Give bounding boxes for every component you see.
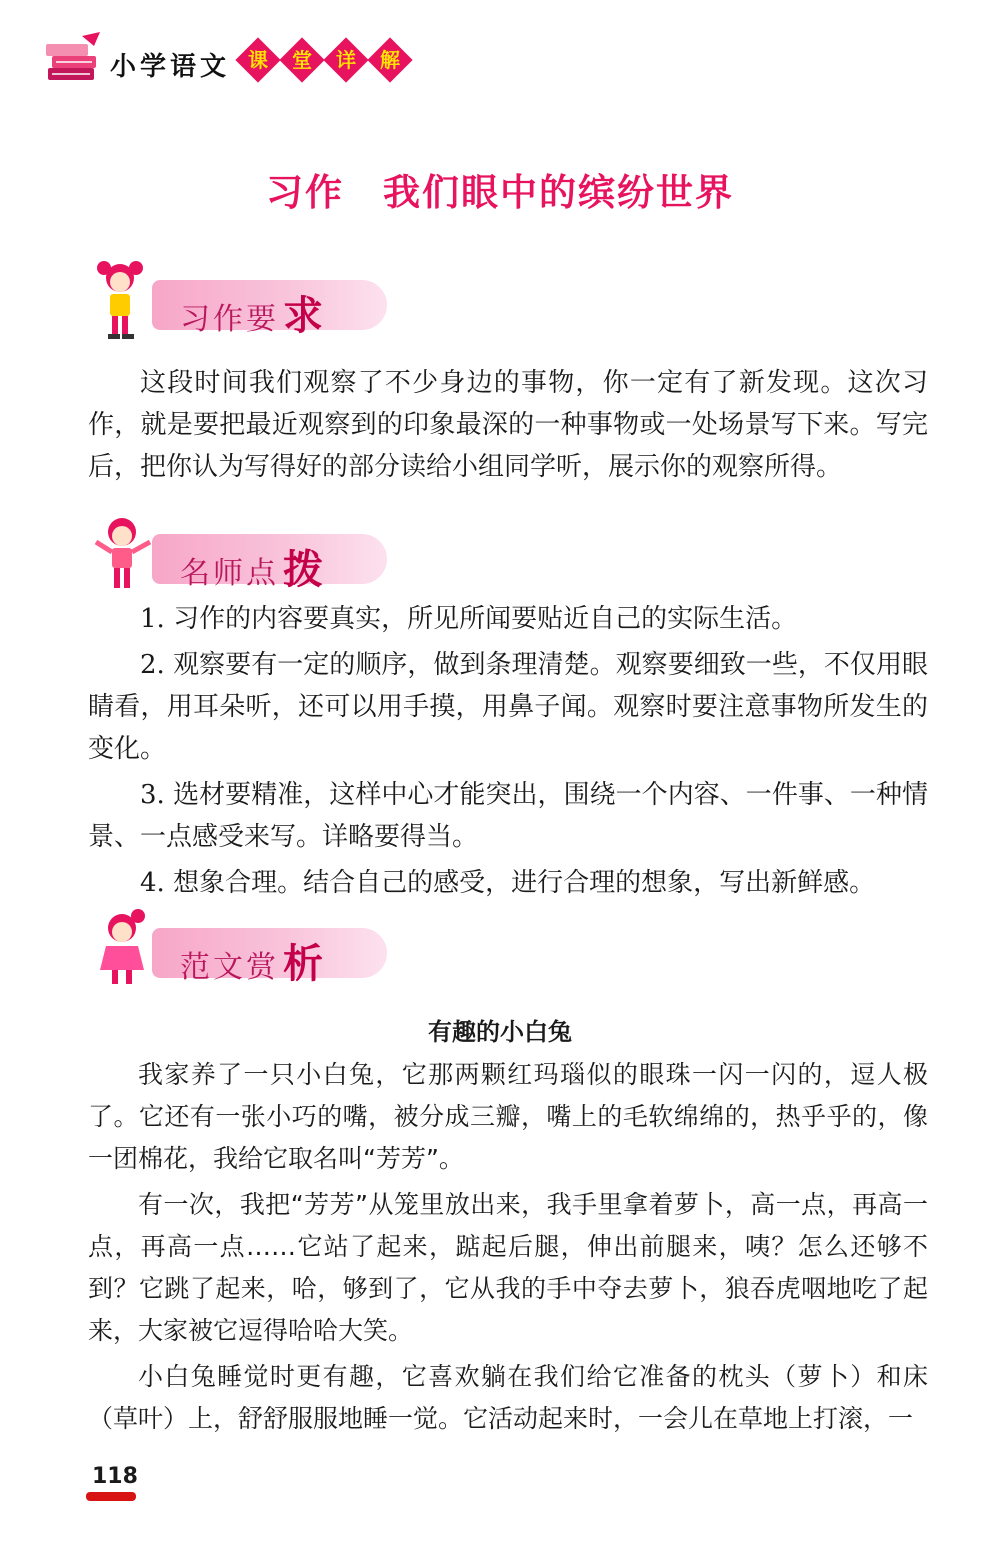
section-title: 范文赏 析 bbox=[180, 940, 326, 987]
tag-char: 堂 bbox=[279, 37, 324, 82]
page-number: 118 bbox=[92, 1464, 138, 1489]
page-title: 习作 我们眼中的缤纷世界 bbox=[266, 171, 734, 214]
tip-item: 3. 选材要精准，这样中心才能突出，围绕一个内容、一件事、一种情景、一点感受来写。详略要得当。 bbox=[88, 780, 928, 852]
essay-paragraph: 有一次，我把“芳芳”从笼里放出来，我手里拿着萝卜，高一点，再高一点，再高一点……它站了起来，踮起后腿，伸出前腿来，咦？怎么还够不到？它跳了起来，哈，够到了，它从我的手中夺去萝卜，狼吞虎咽地吃了起来，大家被它逗得哈哈大笑。 bbox=[88, 1190, 928, 1345]
section-title: 名师点 拨 bbox=[180, 546, 326, 593]
girl-mascot-icon bbox=[92, 258, 162, 344]
tag-char: 解 bbox=[367, 37, 412, 82]
girl-mascot-icon bbox=[92, 906, 162, 992]
section-banner-tips bbox=[92, 512, 392, 598]
essay-title: 有趣的小白兔 bbox=[428, 1018, 572, 1046]
tag-char: 详 bbox=[323, 37, 368, 82]
section-title: 习作要 求 bbox=[180, 292, 326, 339]
essay-paragraph: 我家养了一只小白兔，它那两颗红玛瑙似的眼珠一闪一闪的，逗人极了。它还有一张小巧的嘴，被分成三瓣，嘴上的毛软绵绵的，热乎乎的，像一团棉花，我给它取名叫“芳芳”。 bbox=[88, 1060, 928, 1173]
series-title: 小学语文 bbox=[110, 52, 231, 82]
tip-item: 4. 想象合理。结合自己的感受，进行合理的想象，写出新鲜感。 bbox=[140, 868, 876, 898]
books-logo-icon bbox=[42, 28, 108, 94]
series-tag bbox=[238, 40, 412, 76]
tip-item: 1. 习作的内容要真实，所见所闻要贴近自己的实际生活。 bbox=[140, 604, 798, 634]
page-number-bar bbox=[86, 1492, 136, 1501]
essay-paragraph: 小白兔睡觉时更有趣，它喜欢躺在我们给它准备的枕头（萝卜）和床（草叶）上，舒舒服服地睡一觉。它活动起来时，一会儿在草地上打滚，一 bbox=[88, 1362, 928, 1433]
section-banner-requirement bbox=[92, 258, 392, 344]
tip-item: 2. 观察要有一定的顺序，做到条理清楚。观察要细致一些，不仅用眼睛看，用耳朵听，还可以用手摸，用鼻子闻。观察时要注意事物所发生的变化。 bbox=[88, 650, 928, 764]
requirement-text: 这段时间我们观察了不少身边的事物，你一定有了新发现。这次习作，就是要把最近观察到的印象最深的一种事物或一处场景写下来。写完后，把你认为写得好的部分读给小组同学听，展示你的观察所得。 bbox=[88, 368, 928, 482]
boy-mascot-icon bbox=[92, 512, 162, 598]
section-banner-essay bbox=[92, 906, 392, 992]
tag-char: 课 bbox=[235, 37, 280, 82]
